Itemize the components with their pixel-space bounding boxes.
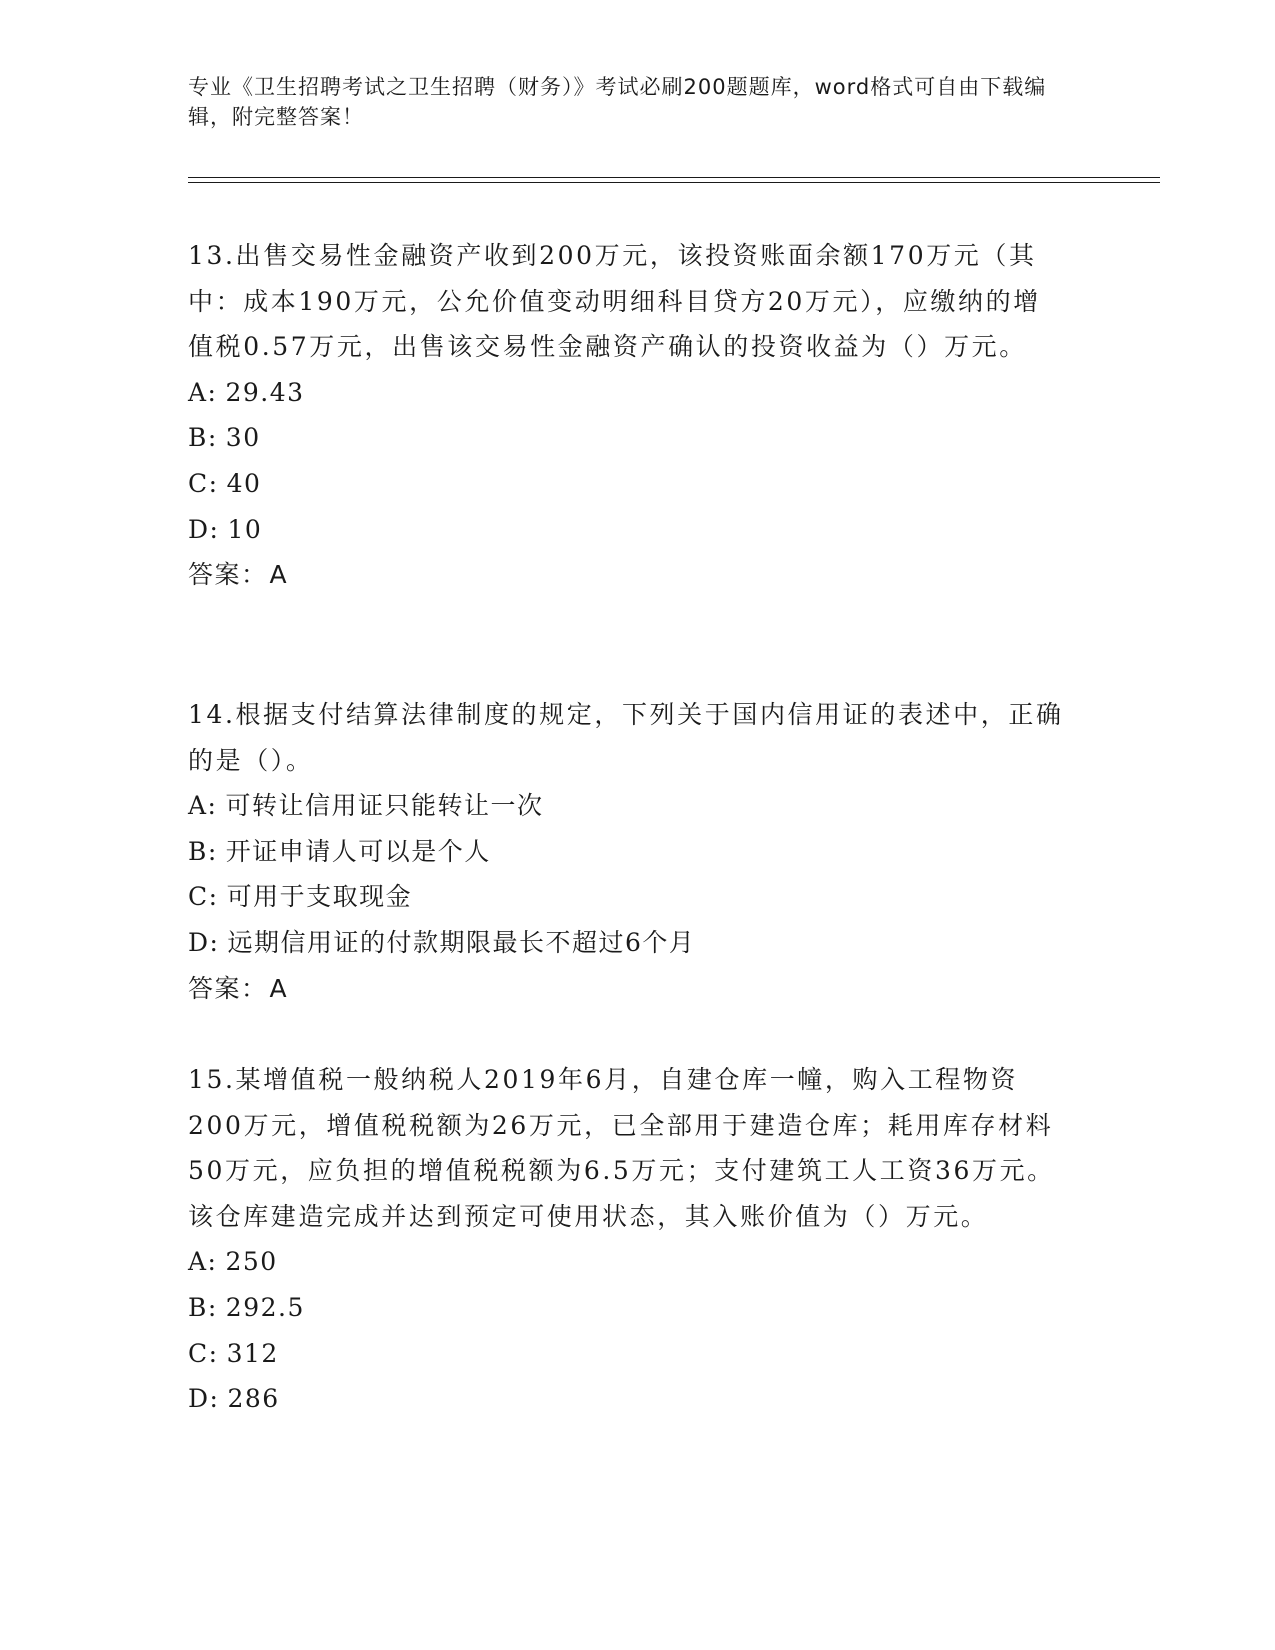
option-a <box>188 1239 1088 1285</box>
option-text: 312 <box>226 1338 279 1368</box>
header-divider-top <box>188 177 1160 178</box>
answer-label: 答案： <box>188 560 268 590</box>
option-text: 29.43 <box>225 377 305 407</box>
question-14 <box>188 692 1088 1011</box>
answer-value: A <box>269 560 289 590</box>
option-text: 292.5 <box>225 1292 305 1322</box>
question-15 <box>188 1057 1088 1422</box>
question-13 <box>188 233 1088 598</box>
option-text: 286 <box>227 1384 280 1414</box>
option-text: 远期信用证的付款期限最长不超过6个月 <box>227 927 696 957</box>
option-letter: D: <box>188 1384 220 1414</box>
option-d <box>188 507 1088 553</box>
option-b <box>188 1285 1088 1331</box>
option-c <box>188 461 1088 507</box>
option-letter: C: <box>188 882 219 912</box>
question-stem: 13.出售交易性金融资产收到200万元，该投资账面余额170万元（其中：成本190万元，公允价值变动明细科目贷方20万元），应缴纳的增值税0.57万元，出售该交易性金融资产确认的投资收益为（）万元。 <box>188 241 1041 362</box>
question-stem: 14.根据支付结算法律制度的规定，下列关于国内信用证的表述中，正确的是（）。 <box>188 700 1064 775</box>
question-stem: 15.某增值税一般纳税人2019年6月，自建仓库一幢，购入工程物资200万元，增值税税额为26万元，已全部用于建造仓库；耗用库存材料50万元，应负担的增值税税额为6.5万元；支付建筑工人工资36万元。该仓库建造完成并达到预定可使用状态，其入账价值为（）万元。 <box>188 1065 1055 1231</box>
answer-line <box>188 966 1088 1012</box>
answer-line <box>188 552 1088 598</box>
option-letter: B: <box>188 423 218 453</box>
option-letter: D: <box>188 514 220 544</box>
answer-label: 答案： <box>188 973 268 1003</box>
option-d <box>188 1376 1088 1422</box>
option-text: 250 <box>225 1247 278 1277</box>
option-text: 30 <box>225 423 261 453</box>
option-letter: B: <box>188 836 218 866</box>
option-letter: C: <box>188 1338 219 1368</box>
option-a <box>188 370 1088 416</box>
option-letter: D: <box>188 927 220 957</box>
option-text: 40 <box>226 468 262 498</box>
option-text: 10 <box>227 514 263 544</box>
option-b <box>188 415 1088 461</box>
option-letter: A: <box>188 377 218 407</box>
document-header: 专业《卫生招聘考试之卫生招聘（财务）》考试必刷200题题库，word格式可自由下载编辑，附完整答案！ <box>188 75 1047 129</box>
option-letter: A: <box>188 791 218 821</box>
option-c <box>188 874 1088 920</box>
option-d <box>188 920 1088 966</box>
option-letter: B: <box>188 1292 218 1322</box>
answer-value: A <box>269 973 289 1003</box>
option-text: 可用于支取现金 <box>226 882 413 912</box>
option-text: 可转让信用证只能转让一次 <box>225 791 544 821</box>
option-letter: A: <box>188 1247 218 1277</box>
option-letter: C: <box>188 468 219 498</box>
option-a <box>188 783 1088 829</box>
header-divider-bottom <box>188 182 1160 183</box>
option-text: 开证申请人可以是个人 <box>225 836 491 866</box>
option-c <box>188 1331 1088 1377</box>
option-b <box>188 829 1088 875</box>
